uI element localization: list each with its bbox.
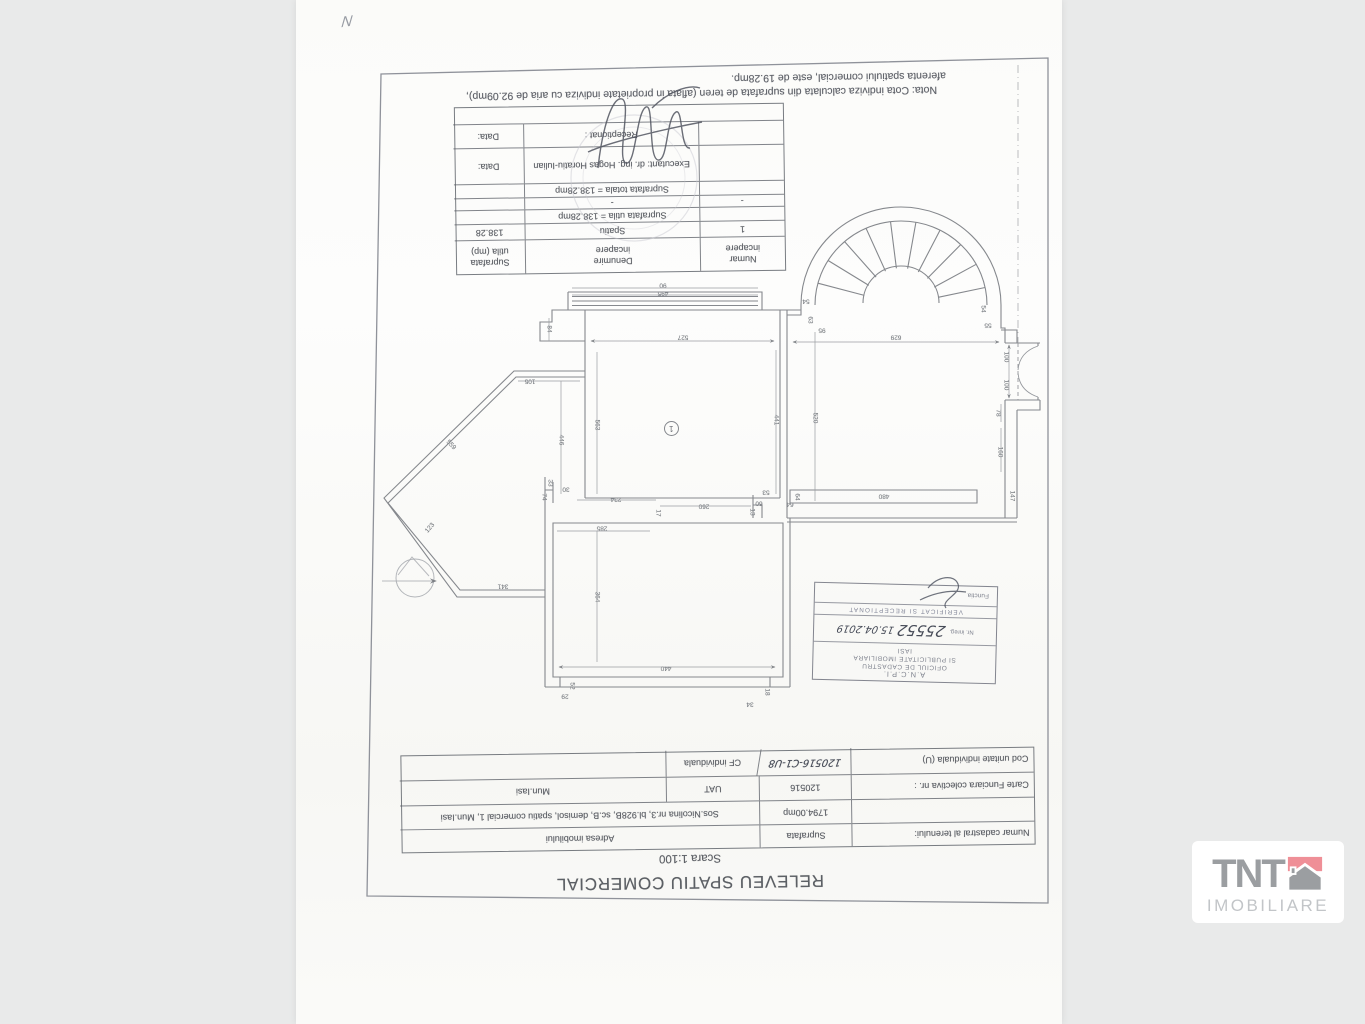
info-empty-cell: [851, 797, 1034, 824]
stamp-office1: OFICIUL DE CADASTRU: [861, 661, 947, 672]
info-uat-value: Mun.Iasi: [400, 777, 666, 806]
stamp-reg-date: 15.04.2019: [835, 622, 895, 636]
dimension-label: 33: [546, 479, 554, 487]
info-cfind-label: CF individuala: [665, 749, 758, 776]
survey-receptionat: Receptionat :: [523, 121, 698, 147]
info-cadastral-label: Numar cadastral al terenului:: [851, 821, 1034, 847]
dimension-label: 52: [568, 682, 576, 690]
stamp-reg-number: 25552: [895, 620, 948, 640]
dimension-label: 60: [755, 499, 763, 507]
survey-executant: Executant: dr. ing. Hogas Horatiu-Iulian: [523, 145, 698, 183]
house-icon: [1286, 855, 1324, 893]
dimension-label: 234: [610, 495, 622, 503]
stamp-registration-row: [814, 614, 997, 645]
note-line-1: Nota: Cota indiviza calculata din suprafata de teren (aflata in proprietate indiviza cu aria de 92.09mp),: [465, 83, 938, 103]
survey-header-name: Denumire incapere: [525, 237, 700, 273]
survey-dash2: -: [524, 195, 699, 209]
dimension-label: 30: [562, 485, 570, 493]
survey-header-area: Suprafata utila (mp): [455, 239, 525, 274]
dimension-label: 364: [593, 591, 601, 603]
dimension-label: 54: [979, 305, 987, 313]
scale-label: Scara 1:100: [658, 851, 722, 865]
info-suprafata-label: Suprafata: [759, 823, 851, 847]
dimension-label: 441: [772, 414, 780, 426]
dimension-label: 78: [994, 409, 1002, 417]
dimension-label: 63: [806, 316, 814, 324]
dimension-label: 446: [557, 434, 565, 446]
dimension-label: 160: [996, 446, 1004, 458]
dimension-label: 285: [596, 524, 608, 532]
dimension-label: 53: [762, 488, 770, 496]
dimension-label: 341: [497, 582, 509, 590]
dimension-label: 260: [698, 502, 710, 510]
info-uat-label: UAT: [666, 775, 759, 801]
info-adresa-value: Sos.Nicolina nr.3, bl.928B, sc.B, demisol, spatiu comercial 1, Mun.Iasi: [400, 800, 759, 829]
stamp-band: VERIFICAT SI RECEPTIONAT: [814, 602, 996, 618]
dimension-label: 147: [1008, 490, 1016, 502]
stamp-reg-label: Nr. inreg.: [949, 628, 974, 635]
dimension-label: 74: [540, 493, 548, 501]
dimension-label: 527: [677, 333, 689, 341]
north-mark: N: [341, 11, 354, 30]
survey-cell-nr: 1: [699, 220, 784, 237]
info-adresa-label: Adresa imobilului: [400, 824, 759, 852]
tnt-tagline: IMOBILIARE: [1206, 895, 1330, 915]
info-cf-label: Carte Funciara colectiva nr. :: [851, 772, 1034, 800]
dimension-label: 105: [524, 377, 536, 385]
info-cod-value: 120516-C1-U8: [756, 748, 852, 775]
dimension-label: 29: [561, 692, 569, 700]
registry-stamp: [812, 582, 998, 684]
dimension-label: 629: [890, 333, 902, 341]
tnt-brand: TNT: [1212, 851, 1284, 896]
dimension-label: 13: [748, 508, 756, 516]
survey-header-nr: Numar incapere: [700, 236, 785, 271]
survey-cell-area: 138.28: [454, 223, 524, 240]
stamp-functia: Functia: [967, 591, 990, 600]
survey-receptionat-data: Data:: [453, 123, 523, 148]
survey-utila: Suprafata utila = 138.28mp: [524, 207, 699, 223]
dimension-label: 54: [802, 297, 810, 305]
stamp-agency: A.N.C.P.I.: [882, 669, 926, 680]
dimension-label: 34: [746, 700, 754, 708]
stamp-office2: SI PUBLICITATE IMOBILIARA: [852, 653, 956, 664]
info-cod-label: Cod unitate individuala (U): [850, 746, 1033, 775]
survey-executant-data: Data:: [453, 147, 523, 184]
tnt-logo-top: [1212, 853, 1324, 895]
info-cf-value: 120516: [759, 774, 851, 800]
dimension-label: 95: [818, 326, 826, 334]
dimension-label: 84: [545, 325, 553, 333]
dimension-label: 100: [1002, 351, 1010, 363]
dimension-label: 18: [763, 688, 771, 696]
dimension-label: 17: [654, 509, 662, 517]
stamp-heading: [813, 641, 996, 683]
dimension-label: 480: [878, 492, 890, 500]
dimension-label: 440: [660, 664, 672, 672]
dimension-label: 520: [811, 412, 819, 424]
note-line-2: aferenta spatiului comercial, este de 19.28mp.: [731, 69, 946, 85]
dimension-label: 64: [786, 500, 794, 508]
info-empty-cell2: [399, 751, 665, 781]
dimension-label: 559: [444, 438, 458, 452]
dimension-label: 495: [657, 289, 669, 297]
survey-cell-name: Spatiu: [524, 221, 699, 239]
room-number: 1: [669, 424, 674, 433]
survey-totala: Suprafata totala = 138.28mp: [524, 181, 699, 197]
dimension-label: 100: [1002, 379, 1010, 391]
dimension-label: 90: [659, 281, 667, 289]
page-title: RELEVEU SPATIU COMERCIAL: [555, 871, 825, 894]
dimension-label: 64: [793, 493, 801, 501]
stamp-city: IASI: [897, 646, 913, 654]
info-table: [400, 747, 1035, 854]
info-suprafata-value: 1794.00mp: [759, 799, 851, 824]
tnt-logo-card: [1192, 841, 1344, 923]
survey-dash1: -: [699, 194, 784, 207]
dimension-label: 563: [593, 419, 601, 431]
dimension-label: 123: [423, 521, 437, 535]
dimension-label: 55: [984, 321, 992, 329]
